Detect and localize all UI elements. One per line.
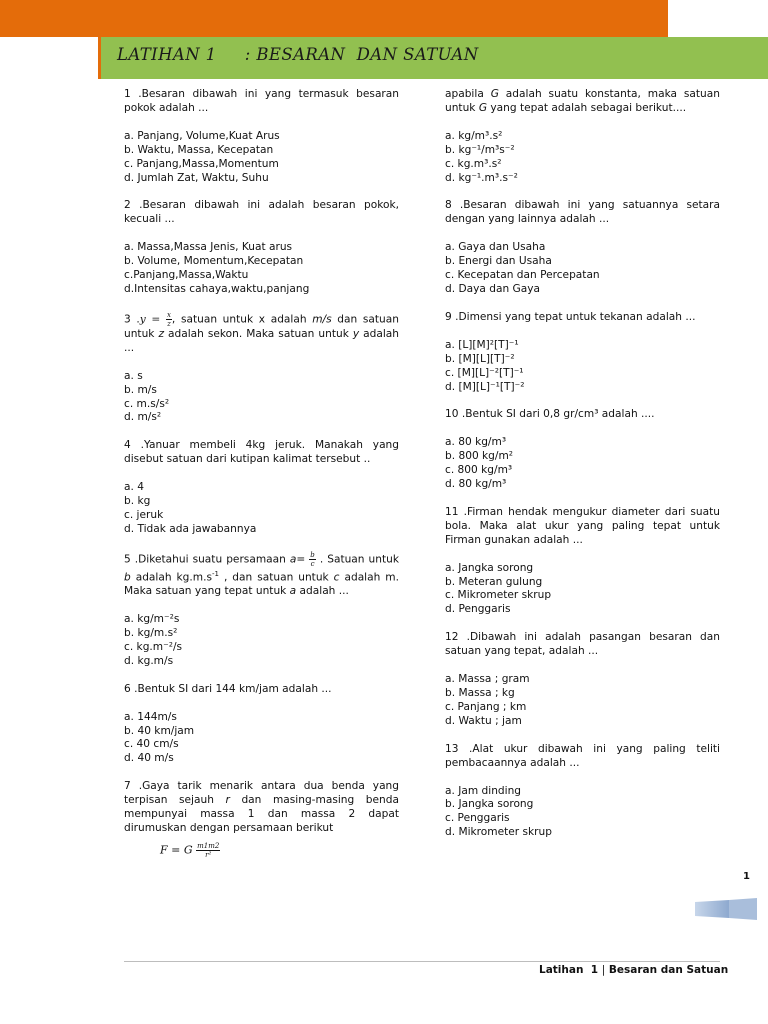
footer-divider: [124, 961, 720, 962]
option-9b: b. [M][L][T]⁻²: [445, 352, 515, 365]
option-7c: c. kg.m³.s²: [445, 157, 502, 170]
question-2: 2 .Besaran dibawah ini adalah besaran pokok, kecuali ...: [124, 199, 399, 226]
question-12-options: [445, 673, 720, 729]
question-8-options: [445, 241, 720, 297]
q3-frac-den: z: [167, 319, 171, 328]
question-1-options: [124, 130, 399, 186]
option-4d: d. Tidak ada jawabannya: [124, 522, 257, 535]
q5-text-c: , dan satuan untuk: [218, 571, 334, 584]
formula-num: m1m2: [197, 841, 220, 850]
question-4: 4 .Yanuar membeli 4kg jeruk. Manakah yang disebut satuan dari kutipan kalimat tersebut ..: [124, 439, 399, 466]
option-3b: b. m/s: [124, 383, 157, 396]
option-9c: c. [M][L]⁻²[T]⁻¹: [445, 366, 524, 379]
q3-frac-num: x: [166, 310, 171, 319]
q5-var-a: a: [289, 553, 297, 566]
option-10b: b. 800 kg/m²: [445, 450, 514, 463]
q5-equals: =: [296, 553, 310, 566]
question-9: 9 .Dimensi yang tepat untuk tekanan adalah ...: [445, 310, 696, 323]
option-9a: a. [L][M]²[T]⁻¹: [445, 338, 519, 351]
q7c-text-c: yang tepat adalah sebagai berikut....: [487, 101, 687, 114]
option-12d: d. Waktu ; jam: [445, 714, 522, 727]
q3-text-d: adalah ...: [124, 327, 399, 354]
option-5a: a. kg/m⁻²s: [124, 613, 180, 626]
question-6: 6 .Bentuk SI dari 144 km/jam adalah ...: [124, 682, 332, 695]
option-11d: d. Penggaris: [445, 603, 511, 616]
option-3a: a. s: [124, 369, 143, 382]
question-6-options: [124, 711, 399, 767]
option-6a: a. 144m/s: [124, 710, 177, 723]
option-12c: c. Panjang ; km: [445, 700, 527, 713]
option-5c: c. kg.m⁻²/s: [124, 640, 183, 653]
question-10: 10 .Bentuk SI dari 0,8 gr/cm³ adalah ....: [445, 408, 655, 421]
option-2c: c.Panjang,Massa,Waktu: [124, 269, 249, 282]
q5-exponent: -1: [211, 569, 219, 578]
option-7d: d. kg⁻¹.m³.s⁻²: [445, 171, 518, 184]
question-7: [124, 780, 399, 836]
question-8: 8 .Besaran dibawah ini yang satuannya setara dengan yang lainnya adalah ...: [445, 199, 720, 226]
footer: [539, 964, 728, 976]
q5-text-a: . Satuan untuk: [315, 553, 399, 566]
q5-lead: 5 .Diketahui suatu persamaan: [124, 553, 290, 566]
title-band: [98, 37, 768, 79]
option-1a: a. Panjang, Volume,Kuat Arus: [124, 129, 280, 142]
question-11-options: [445, 562, 720, 618]
q3-text-a: , satuan untuk x adalah: [171, 313, 313, 326]
option-1c: c. Panjang,Massa,Momentum: [124, 157, 279, 170]
page-title: LATIHAN 1 : BESARAN DAN SATUAN: [117, 45, 479, 64]
q7-text-b: dan masing-masing benda mempunyai massa 1 dan massa 2 dapat dirumuskan dengan persamaan berikut: [124, 794, 399, 834]
question-4-options: [124, 481, 399, 537]
q5-text-d: adalah m. Maka satuan yang tepat untuk: [124, 571, 399, 598]
option-4b: b. kg: [124, 495, 151, 508]
option-1b: b. Waktu, Massa, Kecepatan: [124, 143, 274, 156]
q3-equals: =: [145, 313, 166, 326]
option-10a: a. 80 kg/m³: [445, 436, 507, 449]
q3-var-y: y: [139, 313, 146, 326]
option-1d: d. Jumlah Zat, Waktu, Suhu: [124, 171, 269, 184]
option-11c: c. Mikrometer skrup: [445, 589, 552, 602]
question-3: [124, 311, 399, 356]
option-9d: d. [M][L]⁻¹[T]⁻²: [445, 380, 525, 393]
option-10d: d. 80 kg/m³: [445, 478, 507, 491]
q5-var-a2: a: [289, 585, 297, 598]
option-8d: d. Daya dan Gaya: [445, 282, 540, 295]
option-11b: b. Meteran gulung: [445, 575, 543, 588]
question-7-options: [445, 130, 720, 186]
q7c-var-g2: G: [478, 101, 488, 114]
option-11a: a. Jangka sorong: [445, 561, 534, 574]
option-10c: c. 800 kg/m³: [445, 464, 513, 477]
option-8c: c. Kecepatan dan Percepatan: [445, 269, 600, 282]
question-5-options: [124, 613, 399, 669]
q7-text-a: 7 .Gaya tarik menarik antara dua benda yang terpisan sejauh: [124, 780, 399, 807]
q5-text-e: adalah ...: [296, 585, 349, 598]
q3-unit: m/s: [312, 313, 332, 326]
option-4a: a. 4: [124, 481, 144, 494]
option-12b: b. Massa ; kg: [445, 687, 515, 699]
question-13-options: [445, 785, 720, 841]
footer-separator: |: [601, 964, 606, 976]
q3-var-y2: y: [352, 327, 360, 340]
formula-den: r²: [205, 850, 212, 859]
option-13b: b. Jangka sorong: [445, 798, 534, 811]
option-7b: b. kg⁻¹/m³s⁻²: [445, 143, 515, 156]
option-6d: d. 40 m/s: [124, 752, 174, 765]
option-3c: c. m.s/s²: [124, 397, 170, 410]
question-10-options: [445, 436, 720, 492]
right-column: [445, 88, 720, 854]
gravity-formula: [160, 842, 399, 859]
q7c-text-a: apabila: [445, 88, 491, 100]
left-column: [124, 88, 399, 859]
header-orange-bar: [0, 0, 668, 37]
formula-lhs: F = G: [160, 843, 197, 857]
q3-text-c: adalah sekon. Maka satuan untuk: [164, 327, 353, 340]
formula-fraction: [196, 842, 220, 859]
question-11: 11 .Firman hendak mengukur diameter dari suatu bola. Maka alat ukur yang paling tepat untuk Firman gunakan adalah ...: [445, 505, 720, 546]
option-13a: a. Jam dinding: [445, 784, 522, 797]
option-4c: c. jeruk: [124, 508, 164, 521]
question-2-options: [124, 241, 399, 297]
q3-var-z: z: [158, 327, 164, 340]
option-2d: d.Intensitas cahaya,waktu,panjang: [124, 282, 310, 295]
option-13c: c. Penggaris: [445, 812, 510, 825]
question-7-continued: [445, 88, 720, 116]
question-12: 12 .Dibawah ini adalah pasangan besaran dan satuan yang tepat, adalah ...: [445, 631, 720, 658]
q7c-var-g: G: [490, 88, 499, 100]
q5-frac-den: c: [310, 559, 315, 568]
question-5: [124, 551, 399, 599]
option-2b: b. Volume, Momentum,Kecepatan: [124, 255, 304, 268]
question-1: 1 .Besaran dibawah ini yang termasuk besaran pokok adalah ...: [124, 88, 399, 114]
option-3d: d. m/s²: [124, 411, 162, 424]
footer-left: Latihan 1: [539, 964, 602, 976]
q3-number: 3 .: [124, 313, 140, 326]
q5-frac-num: b: [310, 550, 315, 559]
q7-var-r: r: [225, 794, 230, 807]
option-13d: d. Mikrometer skrup: [445, 826, 552, 839]
option-2a: a. Massa,Massa Jenis, Kuat arus: [124, 241, 293, 254]
option-8a: a. Gaya dan Usaha: [445, 241, 546, 254]
page-corner-decoration: [695, 898, 757, 920]
question-13: 13 .Alat ukur dibawah ini yang paling teliti pembacaannya adalah ...: [445, 742, 720, 769]
option-6b: b. 40 km/jam: [124, 724, 195, 737]
q5-text-b: adalah kg.m.s: [130, 571, 212, 584]
q3-text-b: dan satuan untuk: [124, 313, 399, 340]
page-number: 1: [743, 871, 750, 882]
q5-var-b: b: [124, 571, 131, 584]
option-5b: b. kg/m.s²: [124, 627, 178, 639]
option-5d: d. kg.m/s: [124, 654, 174, 667]
option-12a: a. Massa ; gram: [445, 673, 530, 686]
question-3-options: [124, 370, 399, 426]
option-8b: b. Energi dan Usaha: [445, 255, 552, 268]
q5-var-c: c: [333, 571, 340, 584]
option-6c: c. 40 cm/s: [124, 738, 179, 751]
q7c-text-b: adalah suatu konstanta, maka satuan untuk: [445, 88, 720, 114]
question-9-options: [445, 339, 720, 395]
footer-right: Besaran dan Satuan: [605, 964, 729, 976]
option-7a: a. kg/m³.s²: [445, 129, 503, 142]
